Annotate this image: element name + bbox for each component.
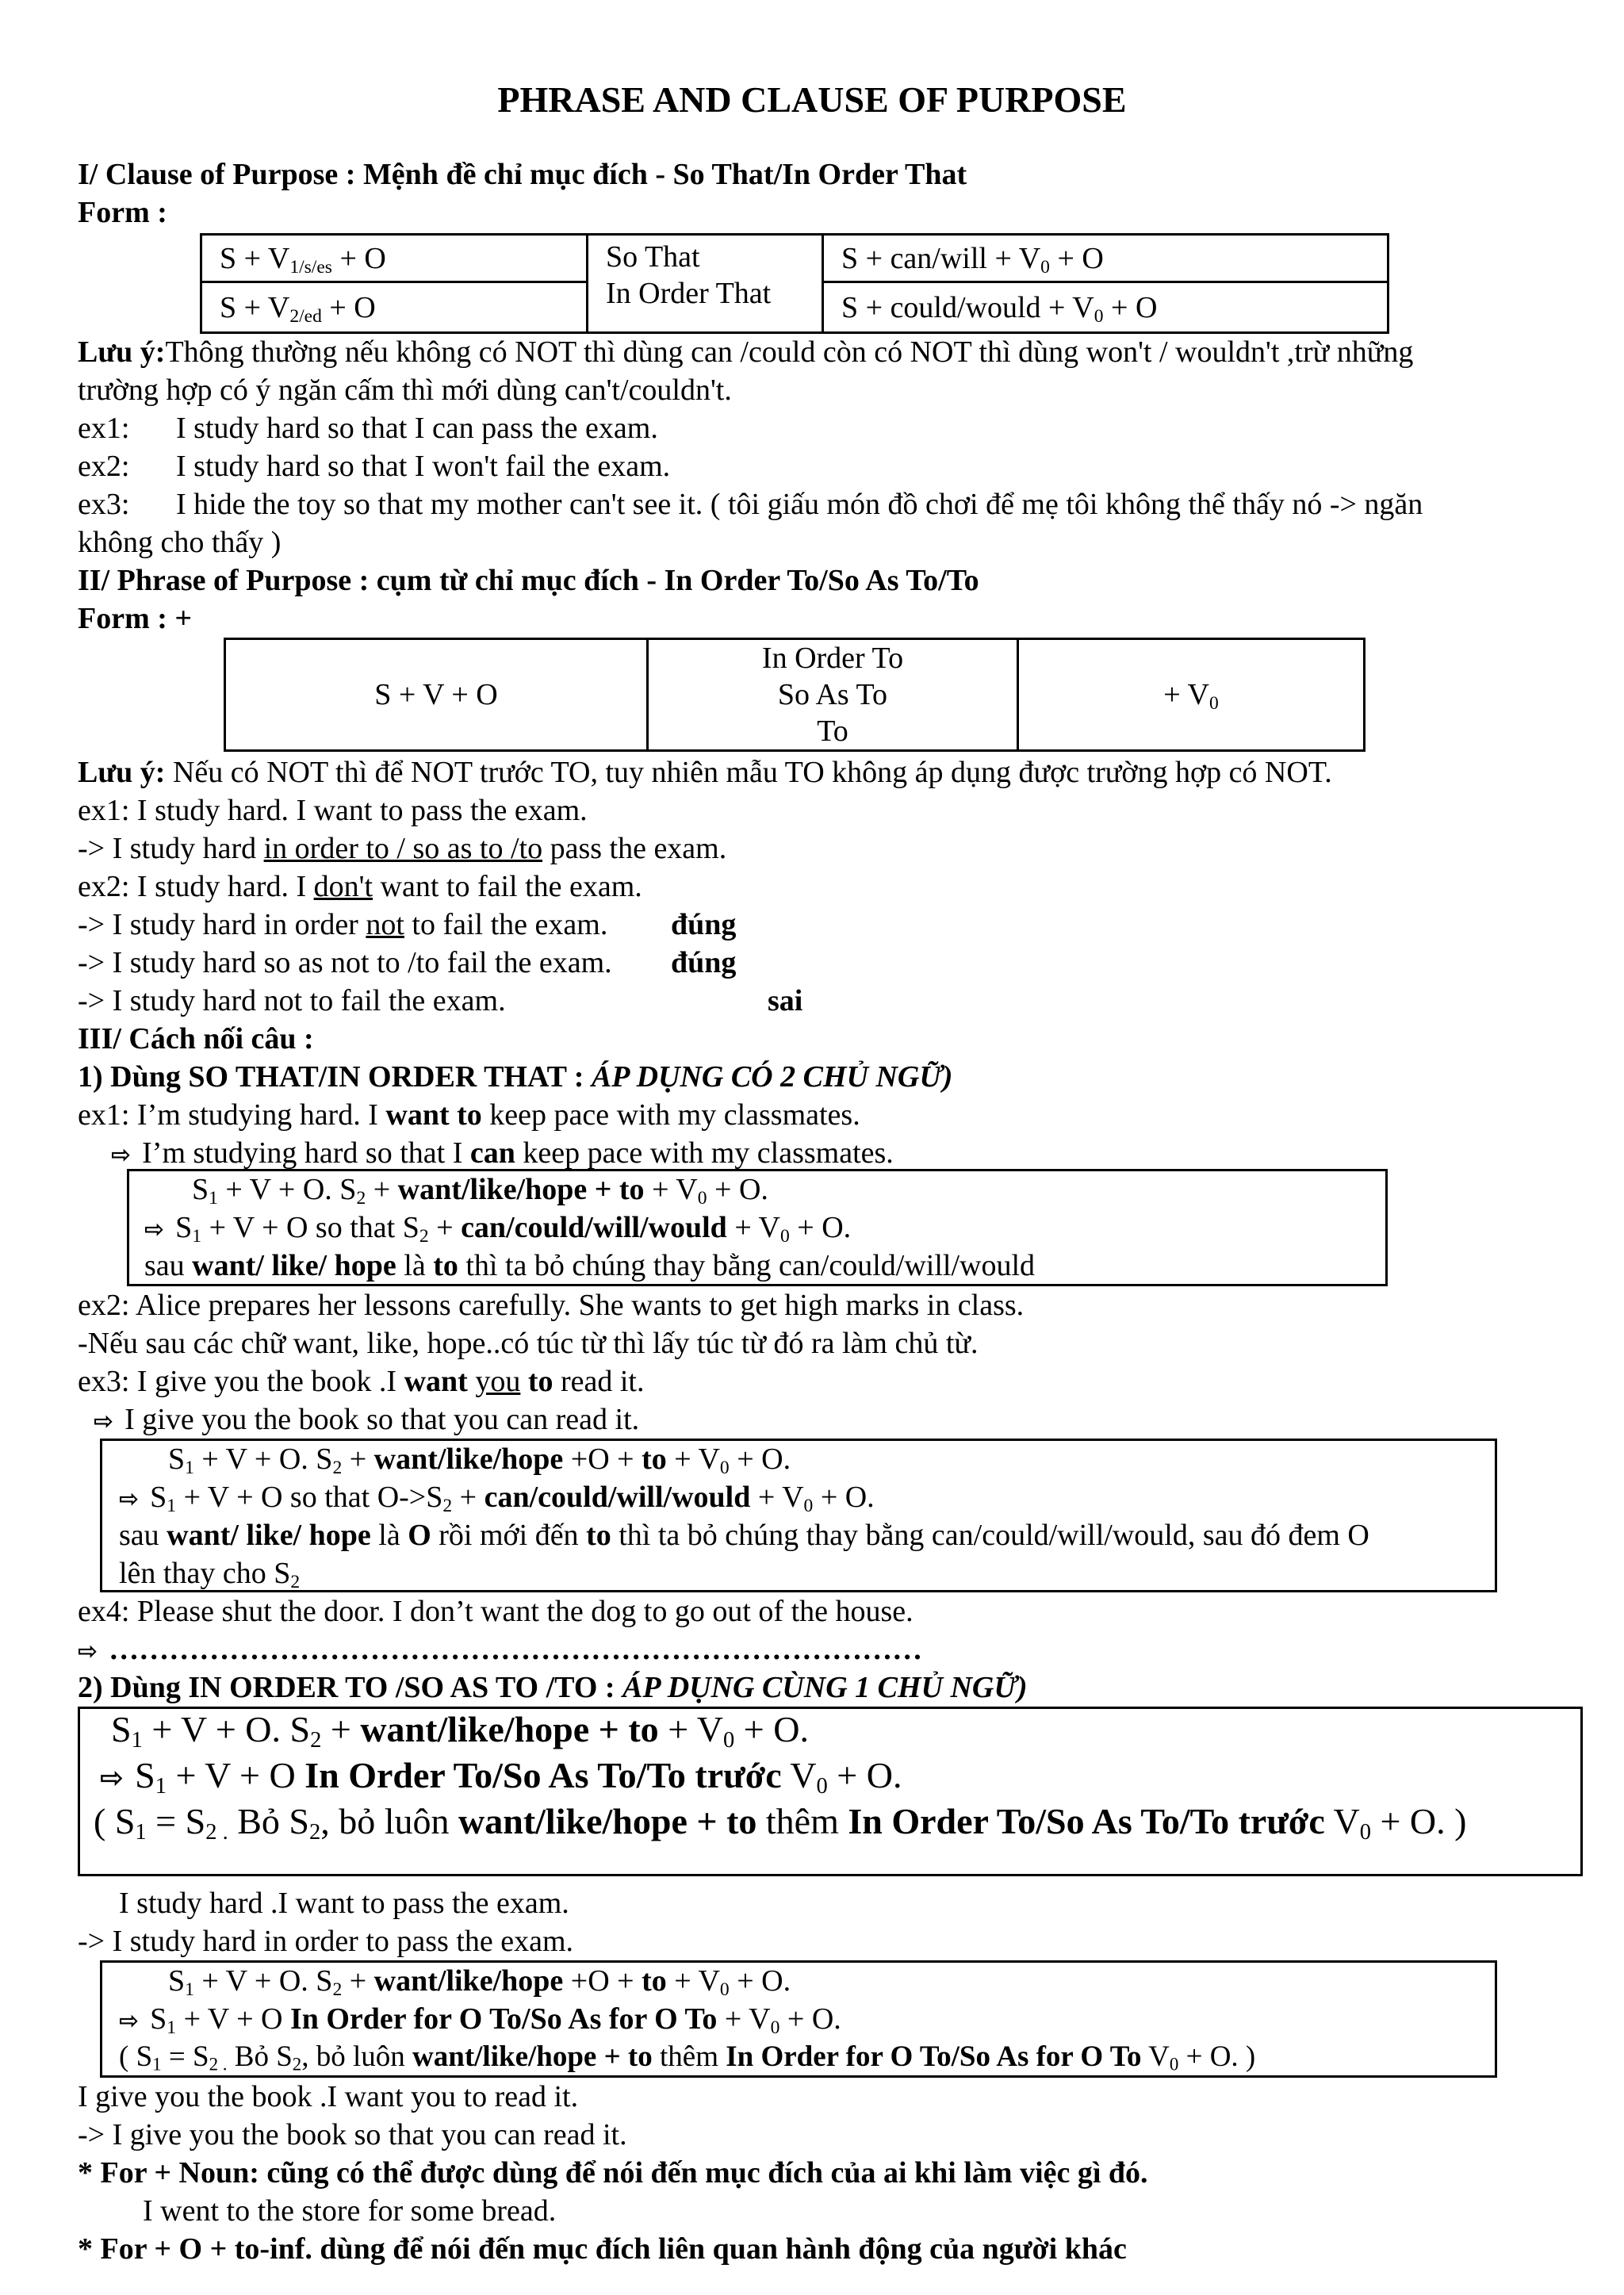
example-line: -> I give you the book so that you can read it.: [78, 2118, 627, 2151]
section-1-heading: I/ Clause of Purpose : Mệnh đề chỉ mục đích - So That/In Order That: [78, 158, 967, 191]
table-cell-connector: So That In Order That: [588, 235, 823, 333]
phrase-form-table: [224, 638, 1365, 752]
rule-line: ⇨ $S_1 + V + O$ In Order To/So As To/To trước $V_0 + O$.: [100, 1753, 902, 1802]
example-line: I give you the book .I want you to read it.: [78, 2080, 579, 2113]
clause-form-table: [200, 233, 1389, 334]
example-line: ex3: I give you the book .I want you to read it.: [78, 1365, 645, 1398]
arrow-icon: ⇨: [119, 2007, 140, 2035]
table-cell: $S + V_{2/ed} + O$: [201, 282, 588, 333]
arrow-icon: ⇨: [111, 1141, 132, 1169]
example-line: ex3: I hide the toy so that my mother can't see it. ( tôi giấu món đồ chơi để mẹ tôi không thể thấy nó -> ngăn: [78, 488, 1423, 521]
example-line: -> I study hard in order not to fail the exam.: [78, 908, 608, 941]
example-line: ex4: Please shut the door. I don’t want the dog to go out of the house.: [78, 1595, 914, 1628]
rule-line: lên thay cho $S_2$: [119, 1557, 301, 1592]
form-label-2: Form : +: [78, 602, 193, 635]
table-cell-connector: In Order To So As To To: [648, 639, 1018, 751]
rule-line: sau want/ like/ hope là O rồi mới đến to thì ta bỏ chúng thay bằng can/could/will/would, sau đó đem O: [119, 1519, 1369, 1552]
section-2-heading: II/ Phrase of Purpose : cụm từ chỉ mục đích - In Order To/So As To/To: [78, 564, 979, 597]
rule-line: $S_1 + V + O$. $S_2$ + want/like/hope + to + $V_0 + O$.: [111, 1709, 809, 1753]
example-line: ex2: I study hard. I don't want to fail the exam.: [78, 870, 642, 903]
arrow-icon: ⇨: [94, 1408, 114, 1435]
example-line: -> I study hard so as not to /to fail the exam.: [78, 946, 612, 979]
example-line: ex2: I study hard so that I won't fail the exam.: [78, 450, 671, 483]
rule-line: $S_1 + V + O$. $S_2$ + want/like/hope +O + to + $V_0 + O$.: [168, 1443, 791, 1478]
table-cell: S + could/would + $V_0 + O$: [823, 282, 1388, 333]
example-line: ex1: I study hard so that I can pass the exam.: [78, 412, 658, 445]
note-line: trường hợp có ý ngăn cấm thì mới dùng can't/couldn't.: [78, 374, 732, 407]
answer-blank: ⇨ ………………………………………………………………………: [78, 1630, 1576, 1671]
rule-line: ⇨ $S_1 + V + O$ so that $S_2$ + can/could/will/would + $V_0 + O$.: [144, 1209, 851, 1249]
wrong-label: sai: [768, 984, 803, 1017]
example-line: ⇨ I’m studying hard so that I can keep pace with my classmates.: [111, 1134, 1576, 1174]
example-line: -> I study hard not to fail the exam.: [78, 984, 506, 1017]
example-line: I study hard .I want to pass the exam.: [119, 1887, 569, 1920]
subsection-heading: 1) Dùng SO THAT/IN ORDER THAT : ÁP DỤNG CÓ 2 CHỦ NGỮ): [78, 1060, 953, 1094]
example-line: ex2: Alice prepares her lessons carefully. She wants to get high marks in class.: [78, 1289, 1025, 1322]
table-cell: S + V + O: [225, 639, 648, 751]
rule-line: $S_1 + V + O$. $S_2$ + want/like/hope +O + to + $V_0 + O$.: [168, 1964, 791, 2000]
rule-line: sau want/ like/ hope là to thì ta bỏ chúng thay bằng can/could/will/would: [144, 1249, 1035, 1282]
rule-line: ⇨ $S_1 + V + O$ so that $O->S_2$ + can/could/will/would + $V_0 + O$.: [119, 1478, 875, 1519]
rule-line: ( $S_1 = S_{2 .}$ Bỏ $S_2$, bỏ luôn want/like/hope + to thêm In Order To/So As To/To trước $V_0 + O$. ): [94, 1801, 1467, 1845]
note-line: -Nếu sau các chữ want, like, hope..có túc từ thì lấy túc từ đó ra làm chủ từ.: [78, 1327, 979, 1360]
correct-label: đúng: [671, 908, 737, 941]
example-line: -> I study hard in order to pass the exam.: [78, 1925, 574, 1958]
subsection-heading: 2) Dùng IN ORDER TO /SO AS TO /TO : ÁP DỤNG CÙNG 1 CHỦ NGỮ): [78, 1671, 1028, 1704]
page-title: PHRASE AND CLAUSE OF PURPOSE: [497, 79, 1127, 120]
arrow-icon: ⇨: [100, 1762, 124, 1795]
arrow-icon: ⇨: [119, 1485, 140, 1513]
arrow-icon: ⇨: [78, 1638, 98, 1665]
rule-line: ( $S_1 = S_{2 .}$ Bỏ $S_2$, bỏ luôn want/like/hope + to thêm In Order for O To/So As for O To $V_0 + O$. ): [119, 2040, 1256, 2075]
example-line: I went to the store for some bread.: [143, 2194, 557, 2228]
note-line: Lưu ý:Thông thường nếu không có NOT thì dùng can /could còn có NOT thì dùng won't / wouldn't ,trừ những: [78, 335, 1414, 369]
note-line: Lưu ý: Nếu có NOT thì để NOT trước TO, tuy nhiên mẫu TO không áp dụng được trường hợp có NOT.: [78, 756, 1332, 789]
rule-line: $S_1 + V + O$. $S_2$ + want/like/hope + to + $V_0 + O$.: [192, 1173, 768, 1209]
table-cell: $S + V_{1/s/es} + O$: [201, 235, 588, 282]
correct-label: đúng: [671, 946, 737, 979]
example-line: không cho thấy ): [78, 526, 282, 559]
section-3-heading: III/ Cách nối câu :: [78, 1022, 314, 1056]
table-cell: S + can/will + $V_0 + O$: [823, 235, 1388, 282]
for-object-rule: * For + O + to-inf. dùng để nói đến mục đích liên quan hành động của người khác: [78, 2232, 1127, 2266]
example-line: ex1: I’m studying hard. I want to keep pace with my classmates.: [78, 1098, 860, 1132]
example-line: ex1: I study hard. I want to pass the exam.: [78, 794, 588, 827]
rule-line: ⇨ $S_1 + V + O$ In Order for O To/So As for O $To + V_0 + O$.: [119, 2000, 841, 2040]
example-line: -> I study hard in order to / so as to /to pass the exam.: [78, 832, 727, 865]
example-line: ⇨ I give you the book so that you can read it.: [94, 1400, 1576, 1441]
form-label-1: Form :: [78, 196, 167, 229]
arrow-icon: ⇨: [144, 1216, 165, 1243]
table-cell: + $V_0$: [1018, 639, 1365, 751]
for-noun-rule: * For + Noun: cũng có thể được dùng để nói đến mục đích của ai khi làm việc gì đó.: [78, 2156, 1148, 2190]
